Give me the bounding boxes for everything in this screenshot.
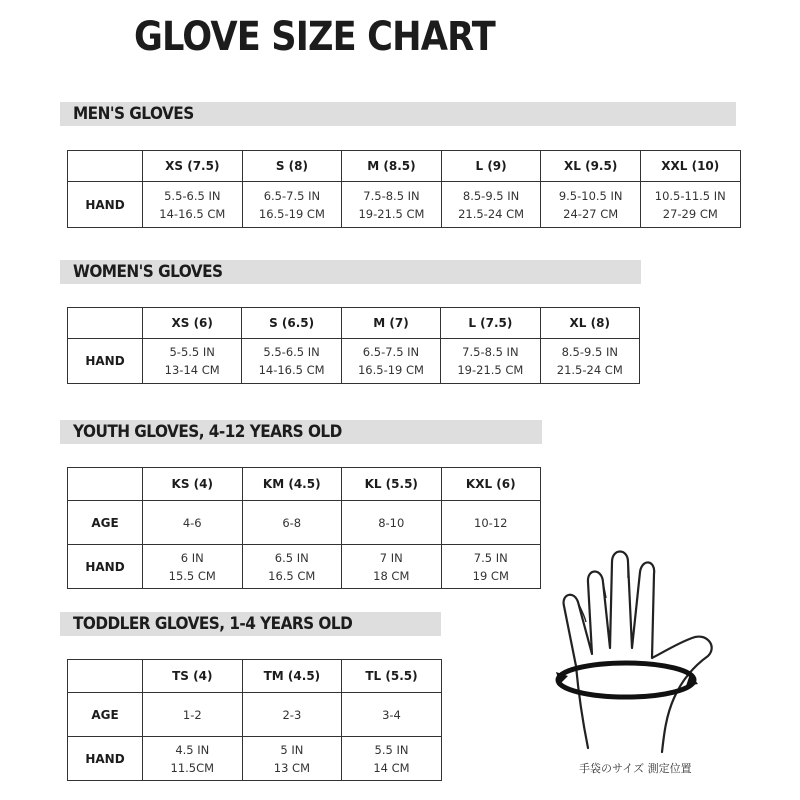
measurement-cell: [441, 182, 541, 228]
measurement-line-1: 10-12: [474, 515, 508, 530]
measurement-cell: [342, 182, 442, 228]
measurement-line-1: 5.5 IN: [374, 742, 409, 757]
measurement-line-1: 6.5 IN: [274, 550, 309, 565]
size-header-cell: S (8): [242, 151, 342, 182]
row-label: AGE: [68, 693, 143, 737]
measurement-cell: [143, 182, 243, 228]
measurement-cell: [242, 182, 342, 228]
size-header-cell: M (7): [341, 308, 440, 339]
youth-size-table: [67, 467, 541, 589]
toddler-section-heading: TODDLER GLOVES, 1-4 YEARS OLD: [73, 614, 353, 634]
measurement-cell: [143, 693, 243, 737]
mens-section-banner: [60, 102, 736, 126]
measurement-line-1: 8.5-9.5 IN: [561, 345, 618, 359]
size-header-cell: L (7.5): [441, 308, 540, 339]
measurement-line-2: 16.5-19 CM: [258, 206, 325, 221]
measurement-line-1: 5.5-6.5 IN: [164, 188, 221, 203]
measurement-line-1: 4.5 IN: [175, 742, 210, 757]
mens-section-heading: MEN'S GLOVES: [73, 104, 194, 124]
page-title: GLOVE SIZE CHART: [134, 14, 495, 60]
size-header-cell: KXL (6): [441, 468, 541, 501]
measurement-cell: [540, 339, 639, 384]
measurement-line-1: 1-2: [182, 707, 202, 722]
size-header-cell: TL (5.5): [342, 660, 442, 693]
row-label: HAND: [68, 545, 143, 589]
table-row: [68, 693, 442, 737]
measurement-line-1: 5 IN: [280, 742, 304, 757]
measurement-line-1: 7.5-8.5 IN: [462, 345, 519, 359]
measurement-line-2: 16.5 CM: [268, 568, 316, 583]
youth-section-banner: [60, 420, 542, 444]
size-header-cell: L (9): [441, 151, 541, 182]
row-label: HAND: [68, 737, 143, 781]
measurement-cell: [342, 737, 442, 781]
hand-measure-caption: 手袋のサイズ 測定位置: [579, 762, 692, 775]
youth-section-heading: YOUTH GLOVES, 4-12 YEARS OLD: [73, 422, 342, 442]
row-label: AGE: [68, 501, 143, 545]
table-row: [68, 737, 442, 781]
measurement-cell: [242, 545, 342, 589]
measurement-line-2: 24-27 CM: [563, 206, 619, 221]
measurement-line-1: 8.5-9.5 IN: [462, 188, 520, 203]
measurement-line-2: 14-16.5 CM: [159, 206, 226, 221]
measurement-line-2: 21.5-24 CM: [458, 206, 525, 221]
measurement-cell: [342, 693, 442, 737]
watermark: [714, 12, 717, 22]
measurement-cell: [441, 501, 541, 545]
measurement-cell: [143, 339, 242, 384]
table-row: [68, 182, 741, 228]
measurement-line-1: 8-10: [378, 515, 405, 530]
womens-section-banner: [60, 260, 641, 284]
measurement-line-2: 27-29 CM: [662, 206, 718, 221]
size-header-row: [68, 308, 640, 339]
measurement-cell: [640, 182, 740, 228]
size-header-cell: KS (4): [143, 468, 243, 501]
womens-size-table: [67, 307, 640, 384]
measurement-line-2: 21.5-24 CM: [556, 363, 623, 377]
measurement-line-2: 11.5CM: [170, 760, 215, 775]
size-header-cell: M (8.5): [342, 151, 442, 182]
measurement-line-1: 6-8: [282, 515, 302, 530]
measurement-line-2: 16.5-19 CM: [357, 363, 424, 377]
toddler-size-table: [67, 659, 442, 781]
hand-measure-icon: [548, 548, 730, 758]
measurement-cell: [342, 501, 442, 545]
measurement-line-1: 4-6: [182, 515, 202, 530]
measurement-line-2: 14-16.5 CM: [258, 363, 325, 377]
size-header-cell: XL (9.5): [541, 151, 641, 182]
measurement-line-1: 7 IN: [379, 550, 403, 565]
size-header-cell: KM (4.5): [242, 468, 342, 501]
measurement-line-1: 9.5-10.5 IN: [558, 188, 623, 203]
row-label: HAND: [68, 339, 143, 384]
size-header-cell: XS (6): [143, 308, 242, 339]
measurement-line-1: 5.5-6.5 IN: [263, 345, 320, 359]
measurement-line-2: 15.5 CM: [168, 568, 216, 583]
size-header-cell: XXL (10): [640, 151, 740, 182]
measurement-cell: [541, 182, 641, 228]
measurement-line-1: 7.5-8.5 IN: [363, 188, 420, 203]
measurement-line-2: 13 CM: [273, 760, 311, 775]
measurement-line-1: 6.5-7.5 IN: [263, 188, 321, 203]
measurement-cell: [341, 339, 440, 384]
toddler-section-banner: [60, 612, 441, 636]
measurement-line-1: 2-3: [282, 707, 302, 722]
measurement-cell: [441, 545, 541, 589]
measurement-line-1: 5-5.5 IN: [169, 345, 215, 359]
header-corner-cell: [68, 660, 143, 693]
table-row: [68, 501, 541, 545]
measurement-cell: [242, 339, 341, 384]
row-label: HAND: [68, 182, 143, 228]
measurement-line-1: 6.5-7.5 IN: [362, 345, 420, 359]
measurement-cell: [143, 737, 243, 781]
measurement-line-2: 19-21.5 CM: [358, 206, 425, 221]
size-header-cell: TM (4.5): [242, 660, 342, 693]
measurement-cell: [242, 693, 342, 737]
size-header-row: [68, 468, 541, 501]
size-header-cell: KL (5.5): [342, 468, 442, 501]
header-corner-cell: [68, 151, 143, 182]
womens-section-heading: WOMEN'S GLOVES: [73, 262, 223, 282]
header-corner-cell: [68, 308, 143, 339]
measurement-line-2: 13-14 CM: [164, 363, 220, 377]
header-corner-cell: [68, 468, 143, 501]
size-header-cell: TS (4): [143, 660, 243, 693]
measurement-line-1: 7.5 IN: [473, 550, 508, 565]
measurement-cell: [342, 545, 442, 589]
size-header-row: [68, 151, 741, 182]
size-header-cell: S (6.5): [242, 308, 341, 339]
measurement-cell: [242, 501, 342, 545]
size-header-cell: XS (7.5): [143, 151, 243, 182]
measurement-line-2: 14 CM: [373, 760, 410, 775]
table-row: [68, 545, 541, 589]
measurement-cell: [242, 737, 342, 781]
size-header-row: [68, 660, 442, 693]
mens-size-table: [67, 150, 741, 228]
measurement-line-1: 6 IN: [180, 550, 204, 565]
measurement-line-2: 19-21.5 CM: [457, 363, 524, 377]
measurement-line-2: 19 CM: [472, 568, 509, 583]
measurement-cell: [143, 501, 243, 545]
measurement-line-1: 10.5-11.5 IN: [654, 188, 726, 203]
size-header-cell: XL (8): [540, 308, 639, 339]
measurement-line-2: 18 CM: [373, 568, 410, 583]
measurement-cell: [143, 545, 243, 589]
measurement-cell: [441, 339, 540, 384]
measurement-line-1: 3-4: [382, 707, 401, 722]
table-row: [68, 339, 640, 384]
